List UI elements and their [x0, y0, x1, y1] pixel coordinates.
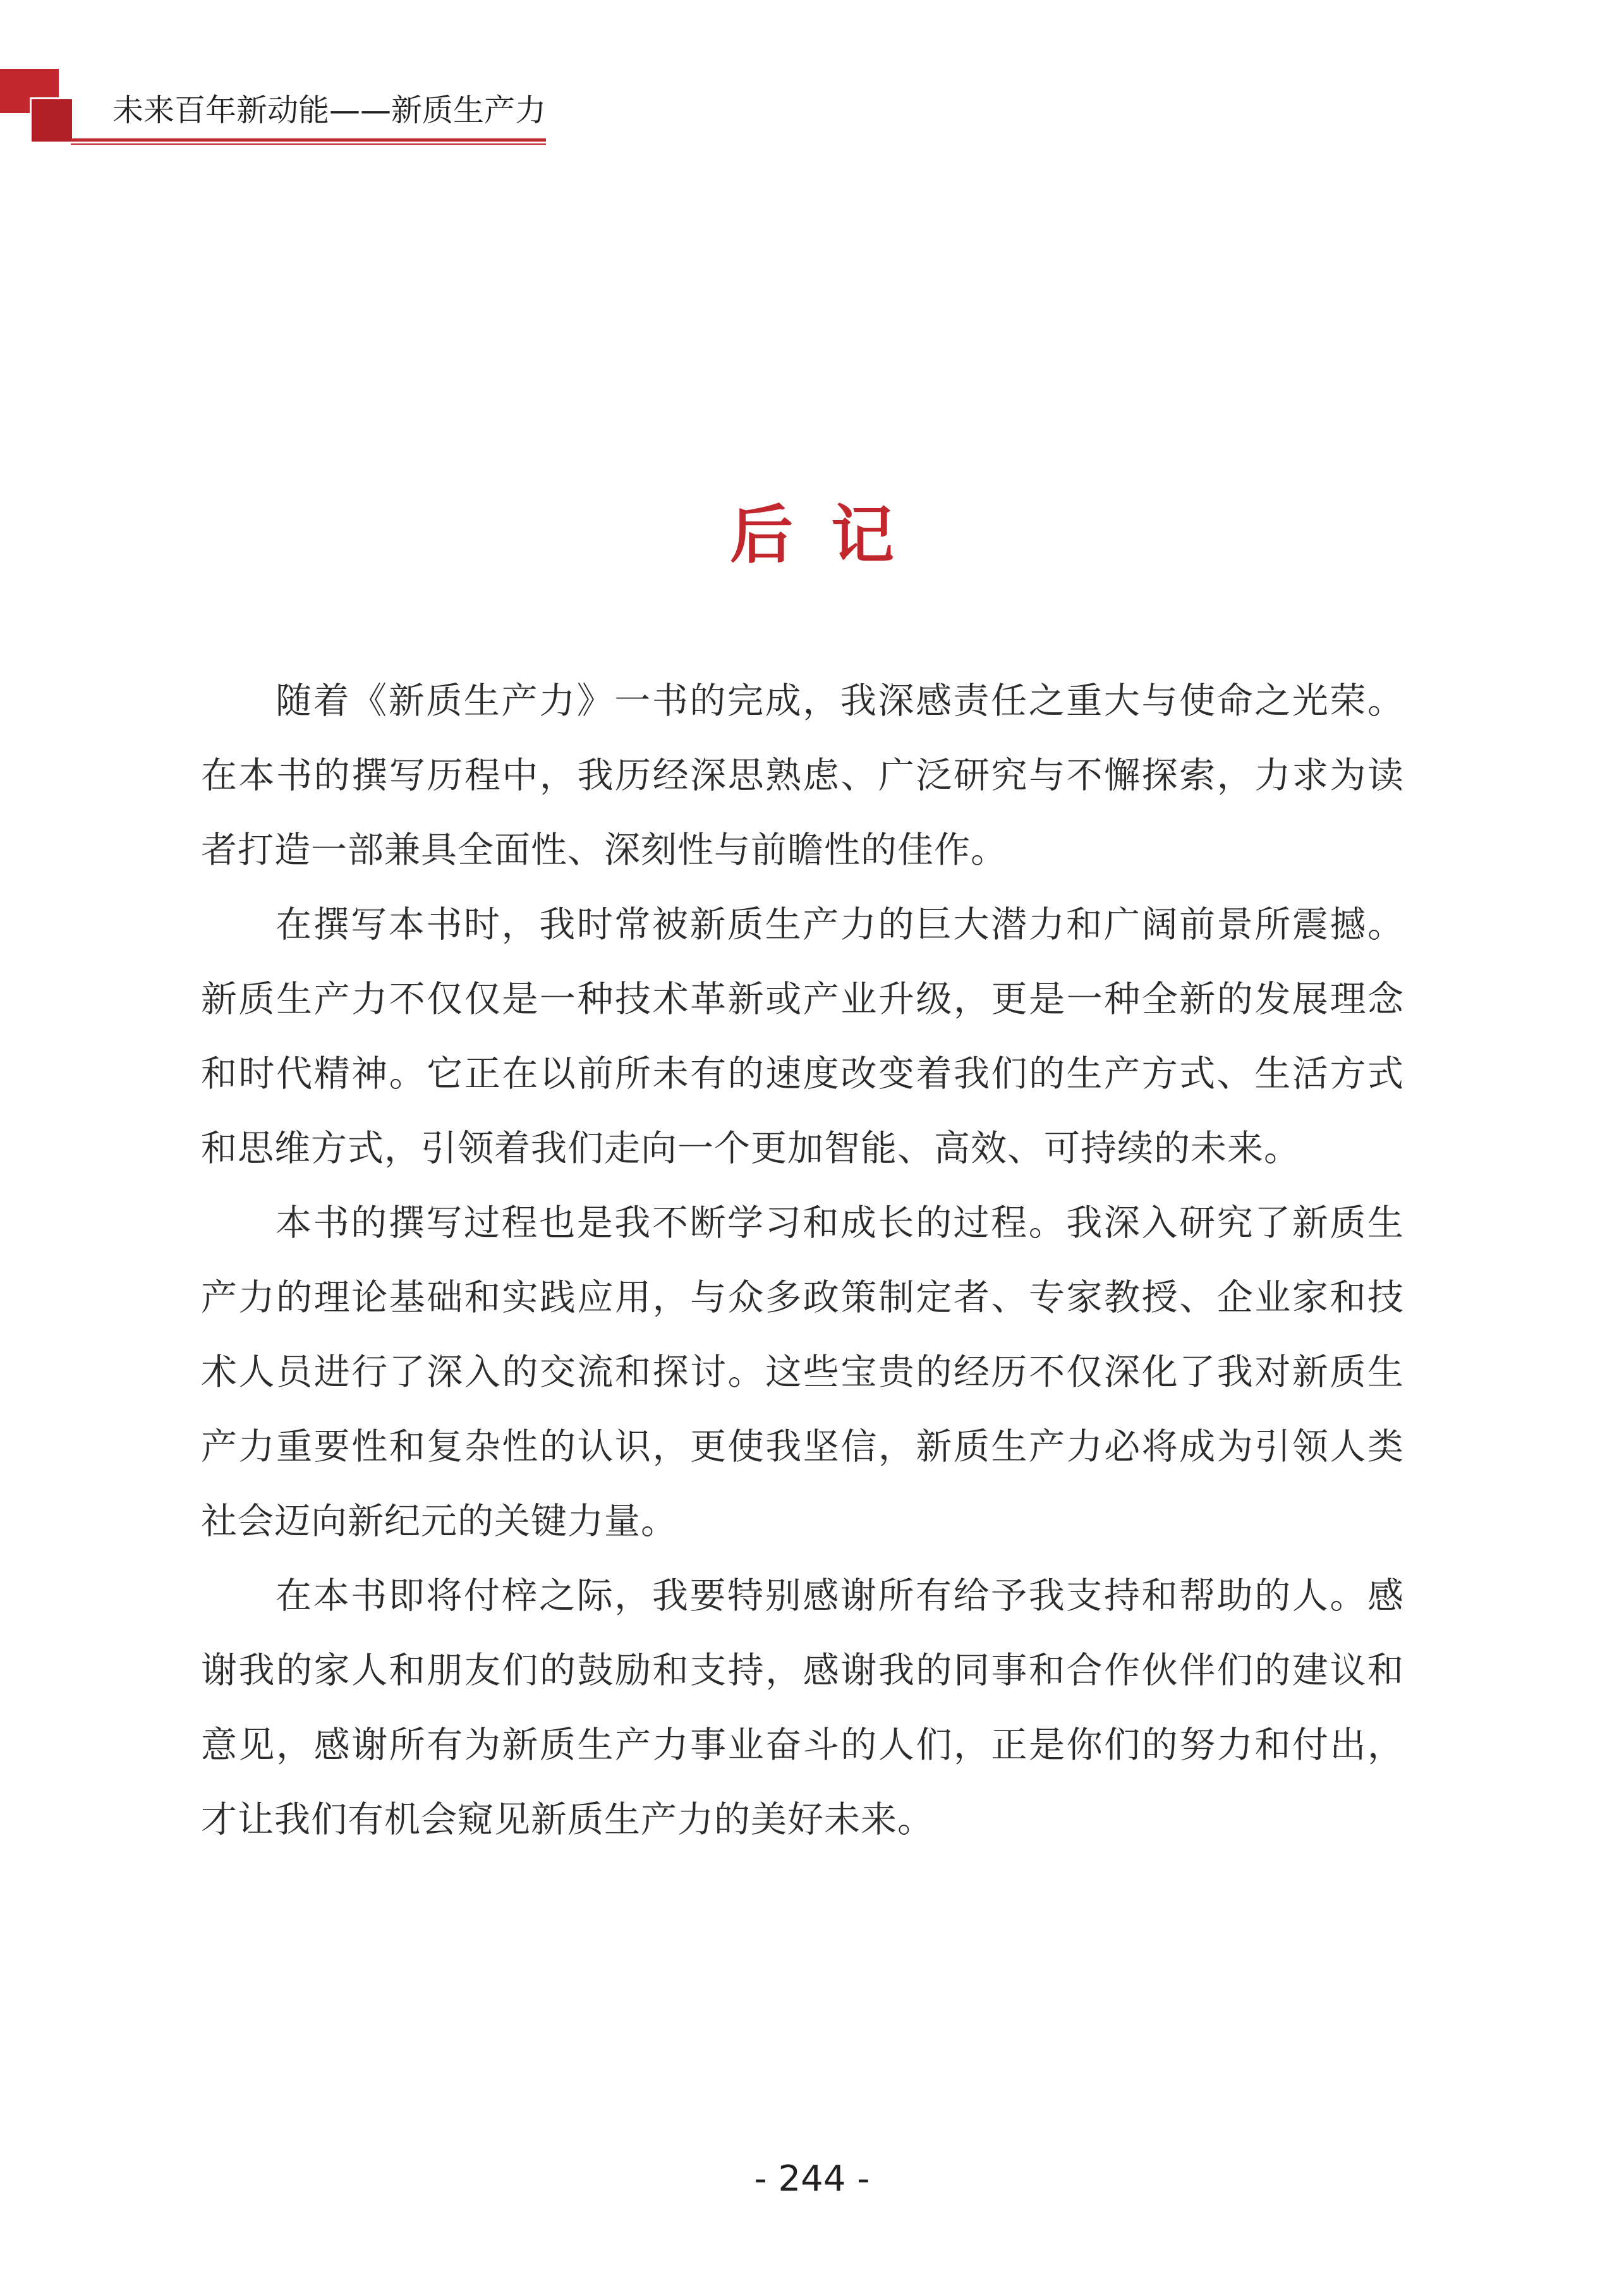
paragraph: 在撰写本书时，我时常被新质生产力的巨大潜力和广阔前景所震撼。新质生产力不仅仅是一种技术革新或产业升级，更是一种全新的发展理念和时代精神。它正在以前所未有的速度改变着我们的生产方式、生活方式和思维方式，引领着我们走向一个更加智能、高效、可持续的未来。: [201, 904, 1404, 1169]
header-rule-thin: [71, 143, 546, 145]
header-rule: [71, 138, 546, 142]
paragraph: 本书的撰写过程也是我不断学习和成长的过程。我深入研究了新质生产力的理论基础和实践应用，与众多政策制定者、专家教授、企业家和技术人员进行了深入的交流和探讨。这些宝贵的经历不仅深化了我对新质生产力重要性和复杂性的认识，更使我坚信，新质生产力必将成为引领人类社会迈向新纪元的关键力量。: [201, 1202, 1404, 1542]
body-text: [201, 664, 1404, 1857]
header-corner-block-front: [30, 97, 74, 143]
page-number: - 244 -: [754, 2158, 870, 2199]
chapter-title: 后记: [730, 498, 932, 572]
paragraph: 随着《新质生产力》一书的完成，我深感责任之重大与使命之光荣。在本书的撰写历程中，我历经深思熟虑、广泛研究与不懈探索，力求为读者打造一部兼具全面性、深刻性与前瞻性的佳作。: [201, 680, 1404, 871]
paragraph: 在本书即将付梓之际，我要特别感谢所有给予我支持和帮助的人。感谢我的家人和朋友们的鼓励和支持，感谢我的同事和合作伙伴们的建议和意见，感谢所有为新质生产力事业奋斗的人们，正是你们的努力和付出，才让我们有机会窥见新质生产力的美好未来。: [201, 1575, 1404, 1840]
running-header-title: 未来百年新动能——新质生产力: [112, 92, 547, 128]
